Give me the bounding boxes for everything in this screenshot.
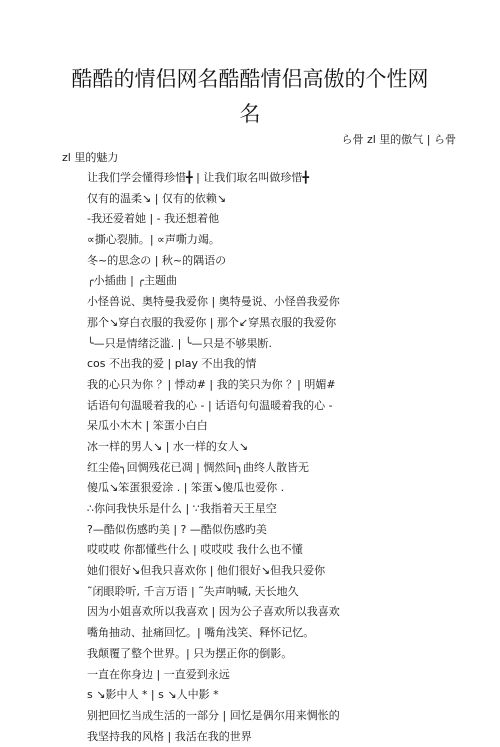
nickname-pair-line: 呆瓜小木木 | 笨蛋小白白 — [87, 419, 208, 433]
article-title-line-1: 酷酷的情侣网名酷酷情侣高傲的个性网 — [71, 67, 429, 91]
nickname-pair-line: 让我们学会懂得珍惜╋ | 让我们取名叫做珍惜╋ — [87, 171, 309, 184]
nickname-pair-line: ?—酷似伤感旳美 | ? —酷似伤感旳美 — [87, 522, 267, 536]
nickname-pair-line: 小怪兽说、奥特曼我爱你 | 奥特曼说、小怪兽我爱你 — [87, 295, 340, 309]
nickname-pairs-list — [87, 168, 477, 747]
nickname-pair-line: 傻瓜↘笨蛋狠爱涂 . | 笨蛋↘傻瓜也爱你 . — [87, 481, 285, 495]
intro-text-part-2: zl 里的魅力 — [62, 151, 119, 164]
nickname-pair-line: -我还爱着她 | - 我还想着他 — [87, 212, 220, 226]
nickname-pair-line: 仅有的温柔↘ | 仅有的依赖↘ — [87, 191, 227, 205]
intro-text-part-1: ら骨 zl 里的傲气 | ら骨 — [341, 133, 456, 146]
nickname-pair-line: 别把回忆当成生活的一部分 | 回忆是偶尔用来惆怅的 — [87, 708, 340, 722]
nickname-pair-line: ˜闭眼聆听, 千言万语 | ˜失声呐喊, 天长地久 — [87, 584, 299, 598]
nickname-pair-line: cos 不出我的爱 | play 不出我的情 — [87, 357, 257, 371]
nickname-pair-line: 冬~的思念の | 秋~的隅语の — [87, 253, 227, 267]
nickname-pair-line: 嘴角抽动、扯痛回忆。| 嘴角浅笑、释怀记忆。 — [87, 626, 315, 640]
nickname-pair-line: 一直在你身边 | 一直爱到永远 — [87, 667, 230, 681]
nickname-pair-line: 因为小姐喜欢所以我喜欢 | 因为公子喜欢所以我喜欢 — [87, 605, 340, 619]
nickname-pair-line: 我颠覆了整个世界。| 只为摆正你的倒影。 — [87, 646, 293, 660]
nickname-pair-line: 我的心只为你 ？| 悸动# | 我的笑只为你 ？| 明媚# — [87, 377, 336, 391]
nickname-pair-line: 我坚持我的风格 | 我活在我的世界 — [87, 729, 252, 743]
nickname-pair-line: s ↘影中人 * | s ↘人中影 * — [87, 688, 219, 702]
article-title-line-2: 名 — [239, 102, 261, 126]
nickname-pair-line: ∝撕心裂肺。| ∝声嘶力竭。 — [87, 233, 220, 247]
nickname-pair-line: ∴你问我快乐是什么 | ∵我指着天王星空 — [87, 502, 277, 515]
nickname-pair-line: 红尘倦╮回惆残花已凋 | 惆然间╮曲终人散皆无 — [87, 460, 309, 474]
nickname-pair-line: ╭小插曲 | ╭主题曲 — [87, 274, 177, 288]
nickname-pair-line: 冰一样的男人↘ | 水一样的女人↘ — [87, 439, 249, 453]
nickname-pair-line: 她们很好↘但我只喜欢你 | 他们很好↘但我只爱你 — [87, 564, 326, 578]
nickname-pair-line: ╰—只是情绪泛滥. | ╰—只是不够果断. — [87, 336, 272, 350]
nickname-pair-line: 那个↘穿白衣服的我爱你 | 那个↙穿黑衣服的我爱你 — [87, 315, 337, 329]
nickname-pair-line: 哎哎哎 你都懂些什么 | 哎哎哎 我什么也不懂 — [87, 543, 303, 557]
article-title — [40, 62, 460, 132]
nickname-pair-line: 话语句句温暖着我的心 - | 话语句句温暖着我的心 - — [87, 398, 333, 412]
